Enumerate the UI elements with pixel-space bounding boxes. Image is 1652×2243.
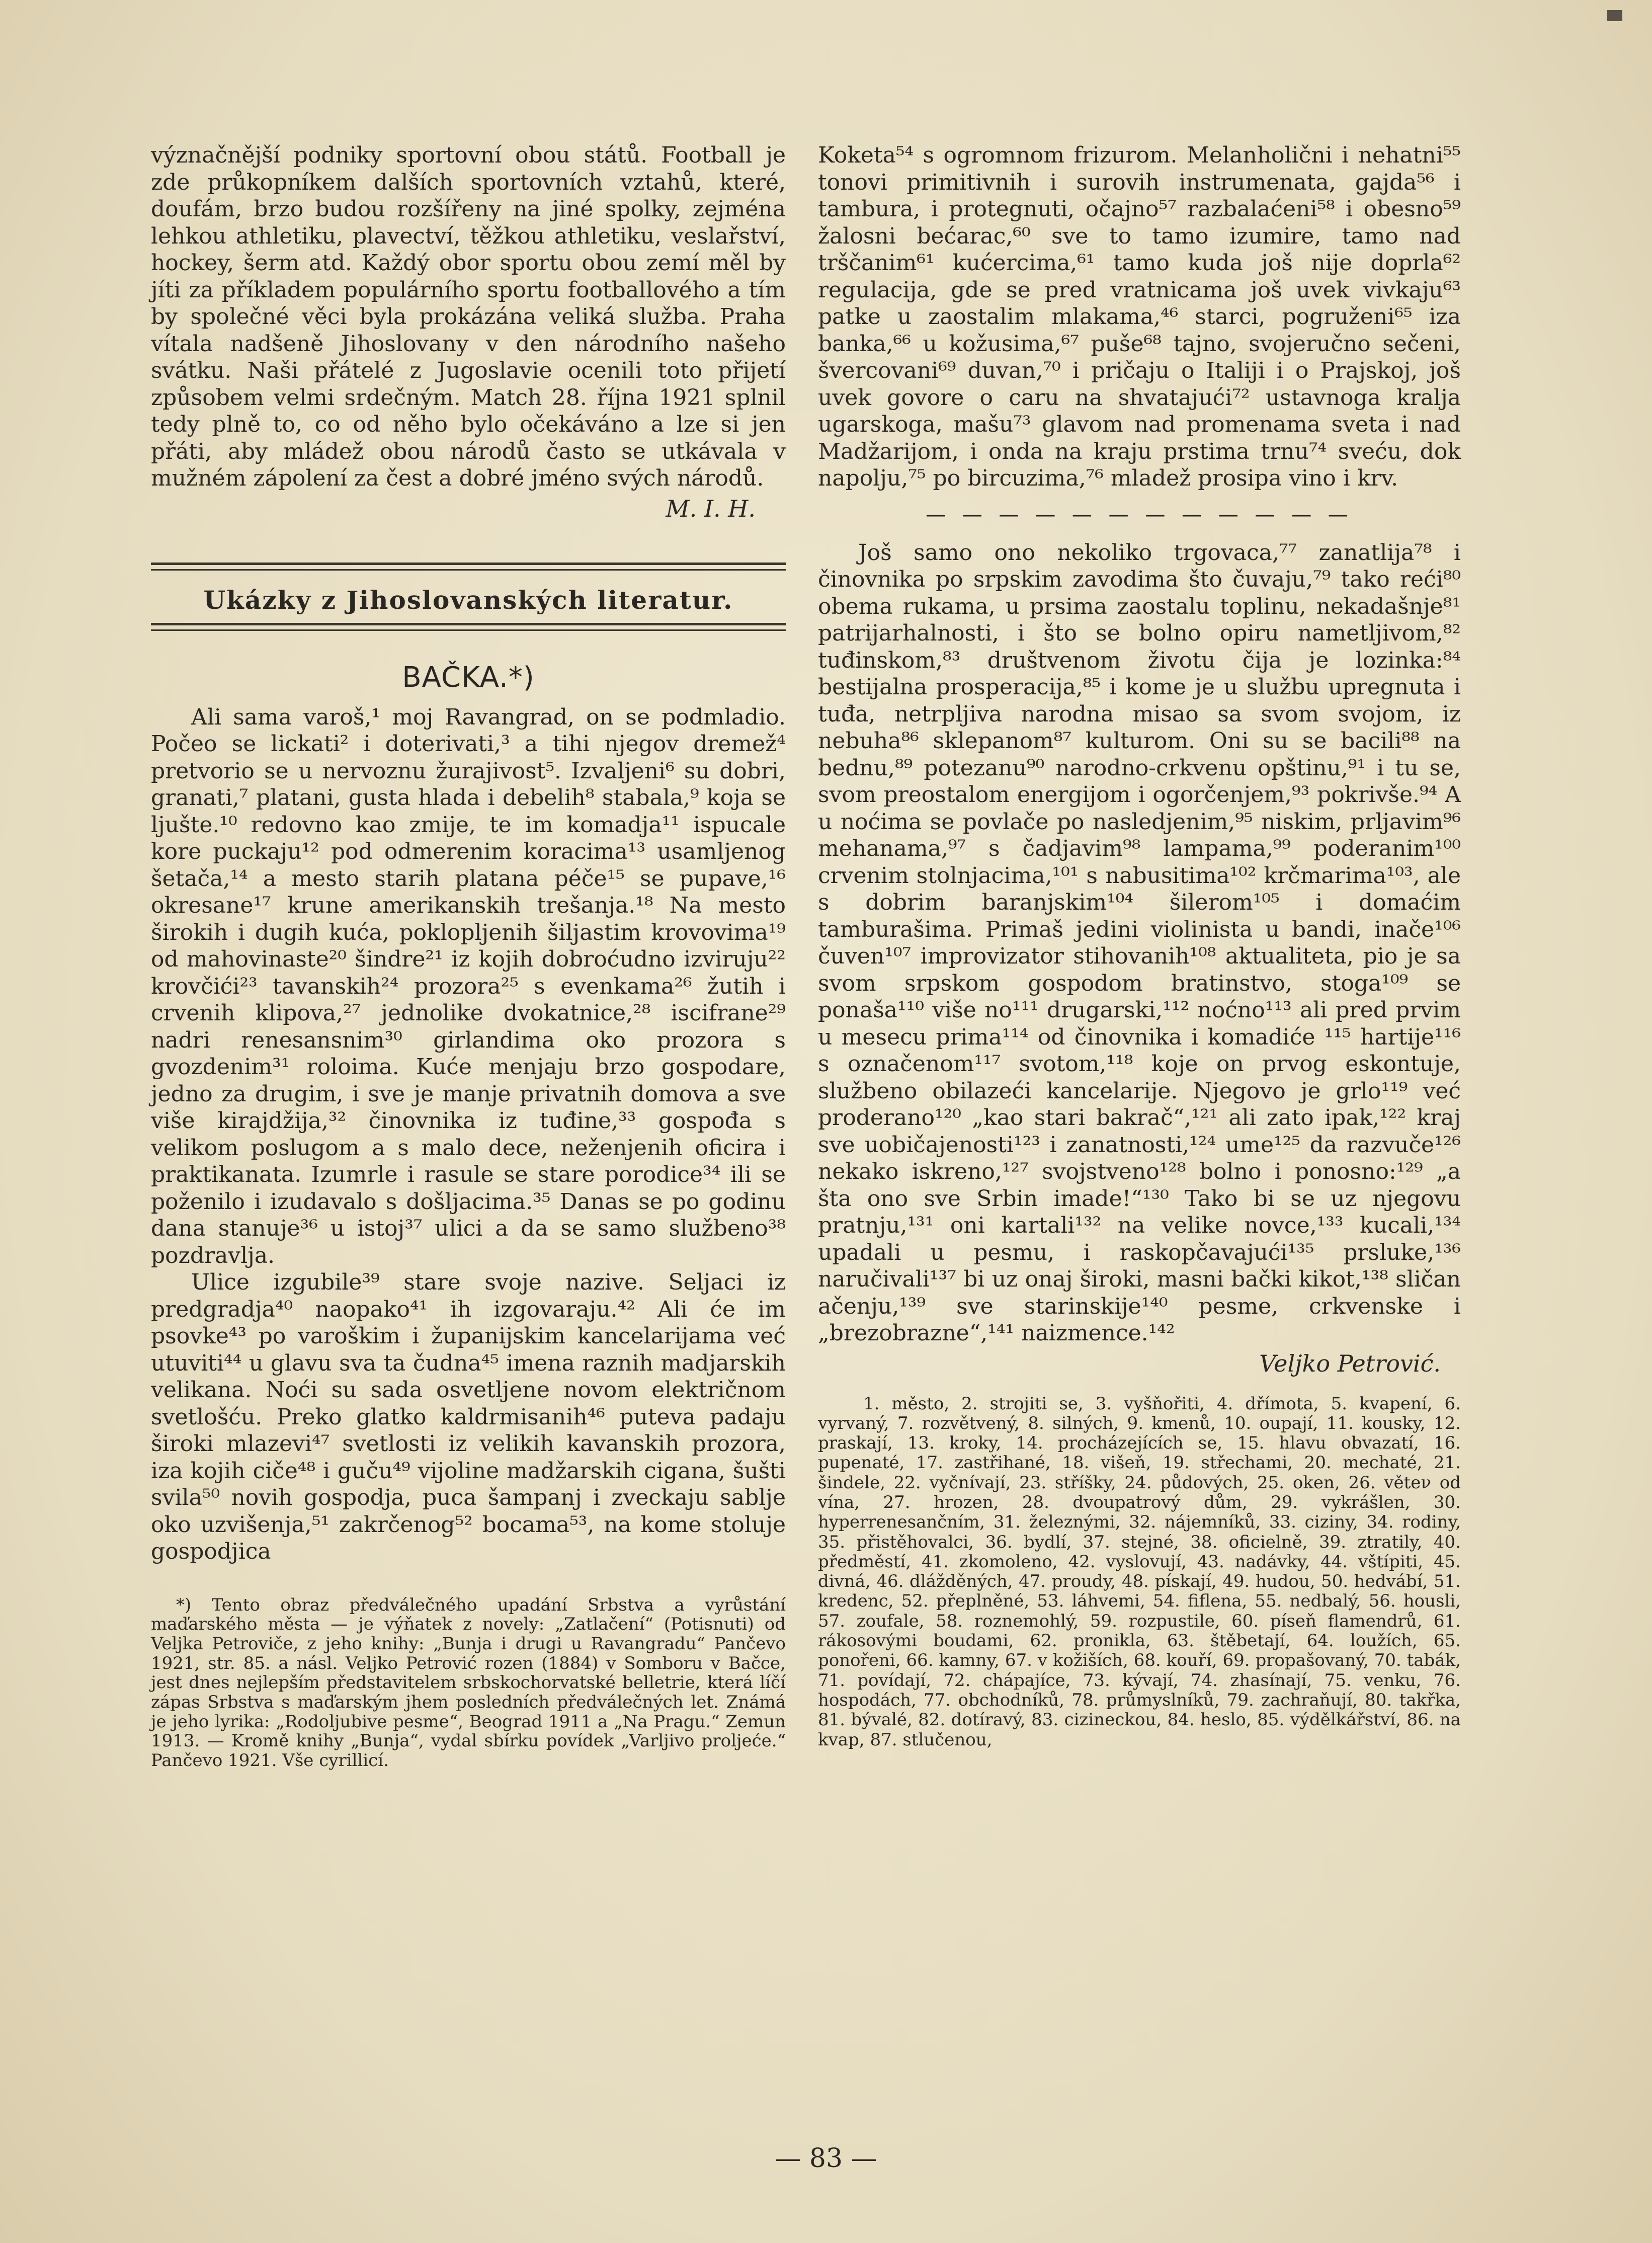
signature-mih: M. I. H. <box>666 495 756 522</box>
section-rule-bottom <box>151 623 786 625</box>
story-paragraph-3: Koketa⁵⁴ s ogromnom frizurom. Melanholični i nehatni⁵⁵ tonovi primitivnih i surovih instrumenata, gajda⁵⁶ i tambura, i protegnuti, očajno⁵⁷ razbalaćeni⁵⁸ i obesno⁵⁹ žalosni bećarac,⁶⁰ sve to tamo izumire, tamo nad trščanim⁶¹ kućercima,⁶¹ tamo kuda još nije doprla⁶² regulacija, gde se pred vratnicama još uvek vivkaju⁶³ patke u zaostalim mlakama,⁴⁶ starci, pogruženi⁶⁵ iza banka,⁶⁶ u kožusima,⁶⁷ puše⁶⁸ tajno, svojeručno sečeni, švercovani⁶⁹ duvan,⁷⁰ i pričaju o Italiji i o Prajskoj, još uvek govore o caru na shvatajući⁷² ustavnoga kralja ugarskoga, mašu⁷³ glavom nad promenama sveta i nad Madžarijom, i onda na kraju prstima trnu⁷⁴ sveću, dok napolju,⁷⁵ po bircuzima,⁷⁶ mladež prosipa vino i krv. <box>818 142 1461 491</box>
signature-author: Veljko Petrović. <box>1259 1349 1441 1377</box>
left-intro-text <box>151 142 786 492</box>
intro-paragraph: význačnější podniky sportovní obou států. Football je zde průkopníkem dalších sportovních vztahů, které, doufám, brzo budou rozšířeny na jiné spolky, zejména lehkou athletiku, plavectví, těžkou athletiku, veslařství, hockey, šerm atd. Každý obor sportu obou zemí měl by jíti za příkladem populárního sportu footballového a tím by společné věci byla prokázána veliká služba. Praha vítala nadšeně Jihoslovany v den národního našeho svátku. Naši přátelé z Jugoslavie ocenili toto přijetí způsobem velmi srdečným. Match 28. října 1921 splnil tedy plně to, co od něho bylo očekáváno a lze si jen přáti, aby mládež obou národů často se utkávala v mužném zápolení za čest a dobré jméno svých národů. <box>151 142 786 491</box>
section-heading: Ukázky z Jihoslovanských literatur. <box>203 585 733 615</box>
section-rule-top-2 <box>151 569 786 571</box>
story-text-left <box>151 704 786 1565</box>
story-text-right <box>818 142 1461 492</box>
right-column <box>818 142 1461 1750</box>
page-number: — 83 — <box>775 2143 877 2174</box>
left-column <box>151 142 786 1771</box>
section-rule-top <box>151 563 786 565</box>
glossary <box>818 1394 1461 1750</box>
story-paragraph-2: Ulice izgubile³⁹ stare svoje nazive. Seljaci iz predgradja⁴⁰ naopako⁴¹ ih izgovaraju.⁴² Ali će im psovke⁴³ po varoškim i županijskim kancelarijama već utuviti⁴⁴ u glavu sva ta čudna⁴⁵ imena raznih madjarskih velikana. Noći su sada osvetljene novom električnom svetlošću. Preko glatko kaldrmisanih⁴⁶ puteva padaju široki mlazevi⁴⁷ svetlosti iz velikih kavanskih prozora, iza kojih ciče⁴⁸ i guču⁴⁹ vijoline madžarskih cigana, šušti svila⁵⁰ novih gospodja, puca šampanj i zveckaju sablje oko uzvišenja,⁵¹ zakrčenog⁵² bocama⁵³, na kome stoluje gospodjica <box>151 1269 786 1564</box>
glossary-text: 1. město, 2. strojiti se, 3. vyšňořiti, 4. dřímota, 5. kvapení, 6. vyrvaný, 7. rozvětvený, 8. silných, 9. kmenů, 10. oupají, 11. kousky, 12. praskají, 13. kroky, 14. procházejících se, 15. hlavu obvazatí, 16. pupenaté, 17. zastřihané, 18. višeň, 19. střechami, 20. mechaté, 21. šindele, 22. vyčnívají, 23. stříšky, 24. půdových, 25. oken, 26. věteν od vína, 27. hrozen, 28. dvoupatrový dům, 29. vykrášlen, 30. hyperrenesančním, 31. železnými, 32. nájemníků, 33. ciziny, 34. rodiny, 35. přistěhovalci, 36. bydlí, 37. stejné, 38. oficielně, 39. ztratily, 40. předměstí, 41. zkomoleno, 42. vyslovují, 43. nadávky, 44. vštípiti, 45. divná, 46. dlážděných, 47. proudy, 48. pískají, 49. hudou, 50. hedvábí, 51. kredenc, 52. přeplněné, 53. láhvemi, 54. fiflena, 55. nedbalý, 56. housli, 57. zoufale, 58. roznemohlý, 59. rozpustile, 60. píseň flamendrů, 61. rákosovými boudami, 62. pronikla, 63. štěbetají, 64. loužích, 65. ponořeni, 66. kamny, 67. v kožiších, 68. kouří, 69. propašovaný, 70. tabák, 71. povídají, 72. chápajíce, 73. kývají, 74. zhasínají, 75. venku, 76. hospodách, 77. obchodníků, 78. průmyslníků, 79. zachraňují, 80. takřka, 81. bývalé, 82. dotíravý, 83. cizineckou, 84. heslo, 85. výdělkářství, 86. na kvap, 87. stlučenou, <box>818 1393 1461 1750</box>
footnote-text: *) Tento obraz předválečného upadání Srbstva a vyrůstání maďarského města — je výňatek z novely: „Zatlačení“ (Potisnuti) od Veljka Petroviče, z jeho knihy: „Bunja i drugi u Ravangradu“ Pančevo 1921, str. 85. a násl. Veljko Petrović rozen (1884) v Somboru v Bačce, jest dnes nejlepším představitelem srbskochorvatské belletrie, která líčí zápas Srbstva s maďarským jhem posledních předválečných let. Známá je jeho lyrika: „Rodoljubive pesme“, Beograd 1911 a „Na Pragu.“ Zemun 1913. — Kromě knihy „Bunja“, vydal sbírku povídek „Varljivo proljeće.“ Pančevo 1921. Vše cyrillicí. <box>151 1594 786 1771</box>
corner-mark <box>1607 10 1622 21</box>
section-rule-bottom-2 <box>151 629 786 631</box>
footnote <box>151 1595 786 1771</box>
story-text-right-2 <box>818 539 1461 1347</box>
section-dashes: — — — — — — — — — — — — <box>926 503 1353 526</box>
story-title: BAČKA.*) <box>402 661 535 694</box>
story-paragraph-1: Ali sama varoš,¹ moj Ravangrad, on se podmladio. Počeo se lickati² i doterivati,³ a tihi njegov dremež⁴ pretvorio se u nervoznu žurajivost⁵. Izvaljeni⁶ su dobri, granati,⁷ platani, gusta hlada i debelih⁸ stabala,⁹ koja se ljušte.¹⁰ redovno kao zmije, te im komadja¹¹ ispucale kore puckaju¹² pod odmerenim koracima¹³ usamljenog šetača,¹⁴ a mesto starih platana péče¹⁵ se pupave,¹⁶ okresane¹⁷ krune amerikanskih trešanja.¹⁸ Na mesto širokih i dugih kuća, poklopljenih šiljastim krovovima¹⁹ od mahovinaste²⁰ šindre²¹ iz kojih dobroćudno izviruju²² krovčići²³ tavanskih²⁴ prozora²⁵ s evenkama²⁶ žutih i crvenih klipova,²⁷ jednolike dvokatnice,²⁸ iscifrane²⁹ nadri renesansnim³⁰ girlandima oko prozora s gvozdenim³¹ roloima. Kuće menjaju brzo gospodare, jedno za drugim, i sve je manje privatnih domova a sve više kirajdžija,³² činovnika iz tuđine,³³ gospođa s velikom poslugom a s malo dece, neženjenih oficira i praktikanata. Izumrle i rasule se stare porodice³⁴ ili se poženilo i izudavalo s došljacima.³⁵ Danas se po godinu dana stanuje³⁶ u istoj³⁷ ulici a da se samo službeno³⁸ pozdravlja. <box>151 704 786 1268</box>
story-paragraph-4: Još samo ono nekoliko trgovaca,⁷⁷ zanatlija⁷⁸ i činovnika po srpskim zavodima što čuvaju,⁷⁹ tako reći⁸⁰ obema rukama, u prsima zaostalu toplinu, nekadašnje⁸¹ patrijarhalnosti, i što se bolno opiru nametljivom,⁸² tuđinskom,⁸³ društvenom životu čija je lozinka:⁸⁴ bestijalna prosperacija,⁸⁵ i kome je u službu upregnuta i tuđa, netrpljiva narodna misao sa svom svojom, iz nebuha⁸⁶ sklepanom⁸⁷ kulturom. Oni su se bacili⁸⁸ na bednu,⁸⁹ potezanu⁹⁰ narodno-crkvenu opštinu,⁹¹ i tu se, svom preostalom energijom i ogorčenjem,⁹³ pokrivše.⁹⁴ A u noćima se povlače po nasledjenim,⁹⁵ niskim, prljavim⁹⁶ mehanama,⁹⁷ s čadjavim⁹⁸ lampama,⁹⁹ poderanim¹⁰⁰ crvenim stolnjacima,¹⁰¹ s nabusitima¹⁰² krčmarima¹⁰³, ale s dobrim baranjskim¹⁰⁴ šilerom¹⁰⁵ i domaćim tamburašima. Primaš jedini violinista u bandi, inače¹⁰⁶ čuven¹⁰⁷ improvizator stihovanih¹⁰⁸ aktualiteta, pio je sa svom srpskom gospodom bratinstvo, stoga¹⁰⁹ se ponaša¹¹⁰ više no¹¹¹ drugarski,¹¹² noćno¹¹³ ali pred prvim u mesecu prima¹¹⁴ od činovnika i komadiće ¹¹⁵ hartije¹¹⁶ s označenom¹¹⁷ svotom,¹¹⁸ koje on prvog eskontuje, službeno obilazeći kancelarije. Njegovo je grlo¹¹⁹ već proderano¹²⁰ „kao stari bakrač“,¹²¹ ali zato ipak,¹²² kraj sve uobičajenosti¹²³ i zanatnosti,¹²⁴ ume¹²⁵ da razvuče¹²⁶ nekako iskreno,¹²⁷ svojstveno¹²⁸ bolno i ponosno:¹²⁹ „a šta ono sve Srbin imade!“¹³⁰ Tako bi se uz njegovu pratnju,¹³¹ oni kartali¹³² na velike novce,¹³³ kucali,¹³⁴ upadali u pesmu, i raskopčavajući¹³⁵ prsluke,¹³⁶ naručivali¹³⁷ bi uz onaj široki, masni bački kikot,¹³⁸ sličan ačenju,¹³⁹ sve starinskije¹⁴⁰ pesme, crkvenske i „brezobrazne“,¹⁴¹ naizmence.¹⁴² <box>818 539 1461 1346</box>
